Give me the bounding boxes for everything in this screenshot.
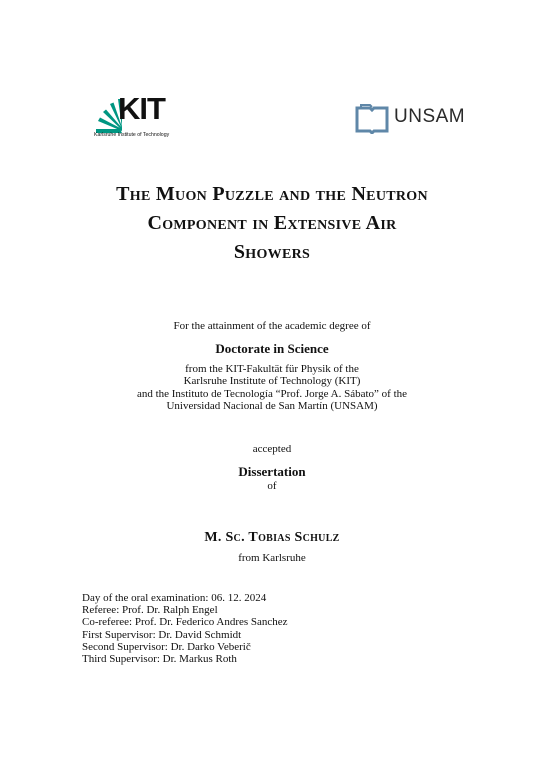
exam-date: Day of the oral examination: 06. 12. 2024: [82, 592, 267, 604]
first-supervisor: First Supervisor: Dr. David Schmidt: [82, 628, 242, 641]
unsam-wordmark: UNSAM: [394, 106, 466, 127]
kit-wordmark: KIT: [118, 91, 165, 126]
title-line-3: Showers: [233, 241, 311, 263]
degree-name: Doctorate in Science: [215, 340, 329, 356]
co-referee: Co-referee: Prof. Dr. Federico Andres Sanchez: [82, 616, 288, 629]
of-label: of: [267, 479, 277, 492]
unsam-logo: [355, 104, 465, 134]
second-supervisor: Second Supervisor: Dr. Darko Veberič: [82, 640, 251, 653]
examination-details: [82, 592, 288, 665]
degree-intro: For the attainment of the academic degree of: [173, 320, 371, 332]
author-name: M. Sc. Tobias Schulz: [204, 530, 340, 545]
from-line-1: from the KIT-Fakultät für Physik of the: [185, 362, 359, 375]
from-line-2: Karlsruhe Institute of Technology (KIT): [183, 375, 361, 387]
referee: Referee: Prof. Dr. Ralph Engel: [82, 604, 218, 617]
document-type: Dissertation: [238, 463, 306, 479]
from-line-4: Universidad Nacional de San Martín (UNSAM): [166, 400, 378, 412]
from-line-3: and the Instituto de Tecnología “Prof. Jorge A. Sábato” of the: [136, 387, 408, 400]
accepted-block: [40, 443, 504, 492]
kit-logo: [94, 91, 184, 141]
author-block: [40, 529, 504, 565]
accepted-label: accepted: [252, 443, 292, 455]
title-line-1: The Muon Puzzle and the Neutron: [116, 183, 428, 205]
kit-subtitle: Karlsruhe Institute of Technology: [94, 132, 170, 138]
thesis-title: [60, 180, 484, 267]
third-supervisor: Third Supervisor: Dr. Markus Roth: [82, 653, 237, 666]
title-line-2: Component in Extensive Air: [147, 212, 397, 234]
author-origin: from Karlsruhe: [238, 552, 306, 564]
unsam-book-icon: [355, 104, 389, 134]
degree-block: [40, 320, 504, 413]
